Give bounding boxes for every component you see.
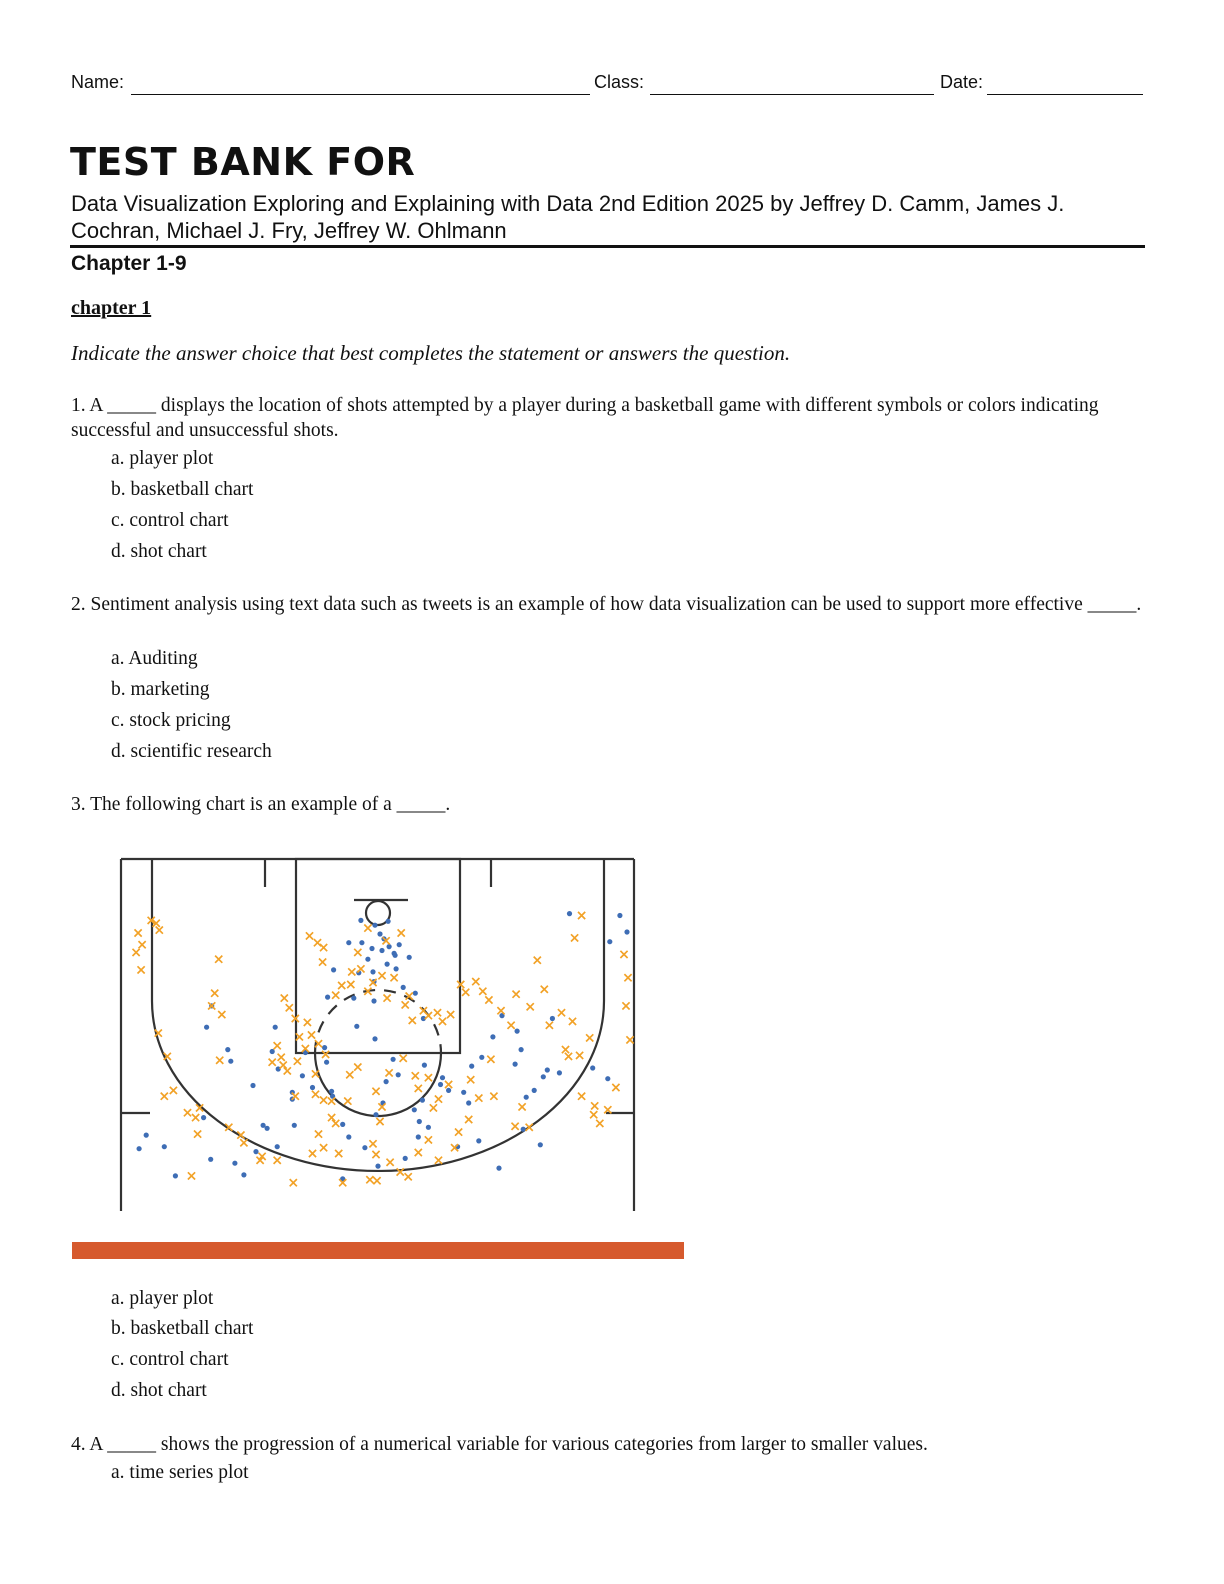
q2-choice-a[interactable]: a. Auditing	[111, 648, 198, 669]
made-shot-point	[265, 1126, 270, 1131]
missed-shot-point	[274, 1157, 281, 1164]
missed-shot-point	[290, 1179, 297, 1186]
made-shot-point	[225, 1047, 230, 1052]
missed-shot-point	[527, 1003, 534, 1010]
q3-choice-b[interactable]: b. basketball chart	[111, 1318, 254, 1339]
made-shot-point	[322, 1045, 327, 1050]
instructions-text: Indicate the answer choice that best completes the statement or answers the question.	[71, 341, 791, 365]
missed-shot-point	[387, 1159, 394, 1166]
missed-shot-point	[315, 1131, 322, 1138]
missed-shot-point	[400, 1055, 407, 1062]
missed-shot-point	[622, 1002, 629, 1009]
missed-shot-point	[384, 995, 391, 1002]
missed-shot-point	[430, 1104, 437, 1111]
made-shot-point	[557, 1070, 562, 1075]
made-shot-point	[365, 957, 370, 962]
missed-shot-point	[364, 925, 371, 932]
missed-shot-point	[612, 1084, 619, 1091]
made-shot-point	[567, 911, 572, 916]
missed-shot-point	[322, 1051, 329, 1058]
made-shot-point	[446, 1088, 451, 1093]
missed-shot-point	[319, 959, 326, 966]
test-bank-title: TEST BANK FOR	[70, 140, 416, 184]
missed-shot-point	[519, 1103, 526, 1110]
made-shot-point	[394, 966, 399, 971]
made-shot-point	[173, 1173, 178, 1178]
made-shot-point	[401, 985, 406, 990]
class-label: Class:	[594, 72, 645, 92]
made-shot-point	[466, 1100, 471, 1105]
missed-shot-point	[188, 1172, 195, 1179]
missed-shot-point	[292, 1093, 299, 1100]
made-shot-point	[232, 1161, 237, 1166]
made-shot-point	[521, 1127, 526, 1132]
made-shot-point	[300, 1073, 305, 1078]
missed-shot-point	[346, 1071, 353, 1078]
book-subtitle: Data Visualization Exploring and Explaining with Data 2nd Edition 2025 by Jeffrey D. Camm, James J. Cochran, Michael J. Fry, Jeffrey W. Ohlmann	[71, 191, 1065, 243]
made-shot-point	[513, 1062, 518, 1067]
missed-shot-point	[434, 1009, 441, 1016]
missed-shot-point	[569, 1018, 576, 1025]
made-shot-point	[346, 940, 351, 945]
missed-shot-point	[562, 1046, 569, 1053]
missed-shot-point	[578, 1093, 585, 1100]
missed-shot-point	[344, 1098, 351, 1105]
missed-shot-point	[373, 1177, 380, 1184]
missed-shot-point	[194, 1131, 201, 1138]
missed-shot-point	[626, 1036, 633, 1043]
missed-shot-point	[409, 1017, 416, 1024]
made-shot-point	[310, 1085, 315, 1090]
missed-shot-point	[479, 988, 486, 995]
missed-shot-point	[620, 951, 627, 958]
made-shot-point	[422, 1063, 427, 1068]
made-shot-point	[426, 1125, 431, 1130]
missed-shot-point	[586, 1034, 593, 1041]
missed-shot-point	[455, 1129, 462, 1136]
made-shot-point	[253, 1149, 258, 1154]
made-shot-point	[362, 1145, 367, 1150]
missed-shot-point	[541, 986, 548, 993]
made-shot-point	[346, 1134, 351, 1139]
shot-chart-svg	[118, 855, 638, 1215]
missed-shot-point	[332, 1120, 339, 1127]
made-shot-point	[228, 1059, 233, 1064]
missed-shot-point	[320, 1097, 327, 1104]
missed-shot-point	[335, 1150, 342, 1157]
made-shot-point	[519, 1047, 524, 1052]
missed-shot-point	[286, 1004, 293, 1011]
missed-shot-point	[309, 1150, 316, 1157]
missed-shot-point	[328, 1114, 335, 1121]
q2-choice-d[interactable]: d. scientific research	[111, 741, 272, 762]
made-shot-point	[396, 1072, 401, 1077]
missed-shot-point	[405, 1173, 412, 1180]
missed-shot-point	[398, 929, 405, 936]
made-shot-point	[607, 939, 612, 944]
made-shot-point	[393, 953, 398, 958]
made-shot-point	[201, 1115, 206, 1120]
made-shot-point	[496, 1166, 501, 1171]
missed-shot-point	[412, 1072, 419, 1079]
missed-shot-point	[320, 1144, 327, 1151]
missed-shot-point	[435, 1096, 442, 1103]
missed-shot-point	[308, 1031, 315, 1038]
made-shot-point	[391, 1057, 396, 1062]
date-field[interactable]	[987, 94, 1143, 95]
missed-shot-point	[435, 1157, 442, 1164]
made-shot-point	[624, 929, 629, 934]
missed-shot-point	[366, 1176, 373, 1183]
q4-choice-a[interactable]: a. time series plot	[111, 1462, 249, 1483]
made-shot-point	[538, 1142, 543, 1147]
missed-shot-point	[274, 1042, 281, 1049]
missed-shot-point	[284, 1067, 291, 1074]
made-shot-point	[524, 1095, 529, 1100]
made-shot-point	[275, 1144, 280, 1149]
missed-shot-point	[596, 1120, 603, 1127]
made-shot-point	[250, 1083, 255, 1088]
made-shot-point	[412, 1107, 417, 1112]
missed-shot-point	[347, 981, 354, 988]
free-throw-circle-bottom	[315, 1053, 441, 1116]
made-shot-point	[407, 955, 412, 960]
three-point-arc	[152, 1001, 604, 1171]
made-shot-point	[590, 1065, 595, 1070]
missed-shot-point	[304, 1019, 311, 1026]
missed-shot-point	[139, 941, 146, 948]
made-shot-point	[273, 1025, 278, 1030]
made-shot-point	[324, 1060, 329, 1065]
missed-shot-point	[348, 968, 355, 975]
made-shot-point	[397, 942, 402, 947]
question-2: 2. Sentiment analysis using text data such as tweets is an example of how data visualization can be used to support more effective _____.	[71, 594, 1142, 615]
missed-shot-point	[161, 1093, 168, 1100]
q2-choice-c[interactable]: c. stock pricing	[111, 710, 231, 731]
free-throw-circle-top	[315, 990, 441, 1053]
missed-shot-point	[425, 1012, 432, 1019]
made-shot-point	[292, 1123, 297, 1128]
missed-shot-point	[354, 949, 361, 956]
missed-shot-point	[534, 957, 541, 964]
missed-shot-point	[135, 929, 142, 936]
made-shot-point	[605, 1076, 610, 1081]
made-shot-point	[137, 1146, 142, 1151]
made-shot-point	[371, 998, 376, 1003]
missed-shot-point	[369, 1140, 376, 1147]
missed-shot-point	[320, 944, 327, 951]
missed-shot-point	[372, 1151, 379, 1158]
q3-choice-a[interactable]: a. player plot	[111, 1288, 214, 1309]
missed-shot-point	[439, 1018, 446, 1025]
missed-shot-point	[590, 1111, 597, 1118]
missed-shot-point	[338, 982, 345, 989]
made-shot-point	[384, 1079, 389, 1084]
made-shot-point	[440, 1075, 445, 1080]
missed-shot-point	[216, 1057, 223, 1064]
missed-shot-point	[425, 1136, 432, 1143]
made-shot-point	[545, 1067, 550, 1072]
missed-shot-point	[378, 972, 385, 979]
made-shot-point	[461, 1090, 466, 1095]
made-shot-point	[358, 918, 363, 923]
made-shot-point	[416, 1134, 421, 1139]
missed-shot-point	[354, 1064, 361, 1071]
missed-shot-point	[472, 978, 479, 985]
paint-lane	[296, 859, 460, 1053]
made-shot-point	[515, 1029, 520, 1034]
name-field[interactable]	[131, 94, 590, 95]
missed-shot-point	[591, 1102, 598, 1109]
missed-shot-point	[215, 956, 222, 963]
made-shot-point	[354, 1024, 359, 1029]
q1-choice-a[interactable]: a. player plot	[111, 448, 214, 469]
missed-shot-point	[312, 1091, 319, 1098]
made-shot-point	[617, 913, 622, 918]
chapter-range: Chapter 1-9	[71, 252, 187, 275]
made-shot-point	[469, 1064, 474, 1069]
missed-shot-point	[376, 1118, 383, 1125]
made-shot-point	[351, 996, 356, 1001]
made-shot-point	[420, 1098, 425, 1103]
missed-shot-point	[156, 927, 163, 934]
q1-choice-d[interactable]: d. shot chart	[111, 541, 207, 562]
missed-shot-point	[546, 1022, 553, 1029]
made-shot-point	[372, 923, 377, 928]
missed-shot-point	[445, 1081, 452, 1088]
made-shot-point	[325, 995, 330, 1000]
missed-shot-point	[184, 1109, 191, 1116]
made-shot-point	[476, 1138, 481, 1143]
q3-choice-d[interactable]: d. shot chart	[111, 1380, 207, 1401]
made-shot-point	[438, 1082, 443, 1087]
q3-choice-c[interactable]: c. control chart	[111, 1349, 229, 1370]
made-shot-point	[385, 962, 390, 967]
missed-shot-point	[280, 1062, 287, 1069]
made-shot-point	[372, 1036, 377, 1041]
missed-shot-point	[218, 1011, 225, 1018]
missed-shot-point	[402, 1001, 409, 1008]
missed-shot-point	[386, 1069, 393, 1076]
made-shot-point	[541, 1074, 546, 1079]
made-shot-point	[359, 940, 364, 945]
missed-shot-point	[278, 1054, 285, 1061]
missed-shot-point	[211, 990, 218, 997]
missed-shot-point	[565, 1053, 572, 1060]
q1-choice-c[interactable]: c. control chart	[111, 510, 229, 531]
question-4: 4. A _____ shows the progression of a numerical variable for various categories from larger to smaller values.	[71, 1434, 928, 1455]
name-label: Name:	[71, 72, 125, 92]
made-shot-point	[386, 919, 391, 924]
missed-shot-point	[490, 1093, 497, 1100]
made-shot-point	[144, 1133, 149, 1138]
made-shot-point	[403, 1156, 408, 1161]
title-divider	[70, 245, 1145, 248]
missed-shot-point	[558, 1009, 565, 1016]
missed-shot-point	[170, 1087, 177, 1094]
missed-shot-point	[306, 932, 313, 939]
q2-choice-b[interactable]: b. marketing	[111, 679, 210, 700]
missed-shot-point	[391, 974, 398, 981]
missed-shot-point	[415, 1149, 422, 1156]
made-shot-point	[162, 1144, 167, 1149]
made-shot-point	[204, 1025, 209, 1030]
made-shot-point	[379, 948, 384, 953]
made-shot-point	[241, 1172, 246, 1177]
missed-shot-point	[467, 1076, 474, 1083]
missed-shot-point	[576, 1052, 583, 1059]
made-shot-point	[375, 1164, 380, 1169]
missed-shot-point	[447, 1011, 454, 1018]
missed-shot-point	[526, 1124, 533, 1131]
class-field[interactable]	[650, 94, 934, 95]
chapter-heading: chapter 1	[71, 297, 152, 319]
missed-shot-point	[133, 949, 140, 956]
missed-shot-point	[508, 1022, 515, 1029]
made-shot-point	[413, 991, 418, 996]
question-3: 3. The following chart is an example of a _____.	[71, 794, 451, 815]
made-shot-point	[479, 1055, 484, 1060]
made-shot-point	[490, 1034, 495, 1039]
made-shot-point	[370, 969, 375, 974]
missed-shot-point	[240, 1139, 247, 1146]
date-label: Date:	[940, 72, 984, 92]
made-shot-point	[373, 1112, 378, 1117]
missed-shot-point	[487, 1056, 494, 1063]
made-shot-point	[331, 967, 336, 972]
missed-shot-point	[512, 1123, 519, 1130]
missed-shot-point	[415, 1085, 422, 1092]
missed-shot-point	[462, 989, 469, 996]
made-shot-point	[329, 1089, 334, 1094]
missed-shot-point	[192, 1114, 199, 1121]
missed-shot-point	[475, 1095, 482, 1102]
figure-accent-bar	[72, 1242, 684, 1259]
missed-shot-point	[294, 1058, 301, 1065]
made-shot-point	[377, 931, 382, 936]
made-shot-point	[417, 1119, 422, 1124]
question-1: 1. A _____ displays the location of shots attempted by a player during a basketball game with different symbols or colors indicating successful and unsuccessful shots.	[71, 395, 1099, 441]
made-shot-point	[550, 1016, 555, 1021]
missed-shot-point	[578, 912, 585, 919]
missed-shot-point	[332, 992, 339, 999]
missed-shot-point	[372, 1088, 379, 1095]
q1-choice-b[interactable]: b. basketball chart	[111, 479, 254, 500]
made-shot-point	[532, 1088, 537, 1093]
made-shot-point	[369, 946, 374, 951]
missed-shot-point	[513, 991, 520, 998]
missed-shot-point	[281, 995, 288, 1002]
made-shot-point	[340, 1122, 345, 1127]
shot-chart	[118, 855, 638, 1215]
missed-shot-point	[485, 996, 492, 1003]
missed-shot-point	[465, 1116, 472, 1123]
missed-shot-point	[138, 966, 145, 973]
missed-shot-point	[425, 1074, 432, 1081]
made-shot-point	[208, 1157, 213, 1162]
missed-shot-point	[571, 934, 578, 941]
missed-shot-point	[269, 1059, 276, 1066]
missed-shot-point	[624, 974, 631, 981]
